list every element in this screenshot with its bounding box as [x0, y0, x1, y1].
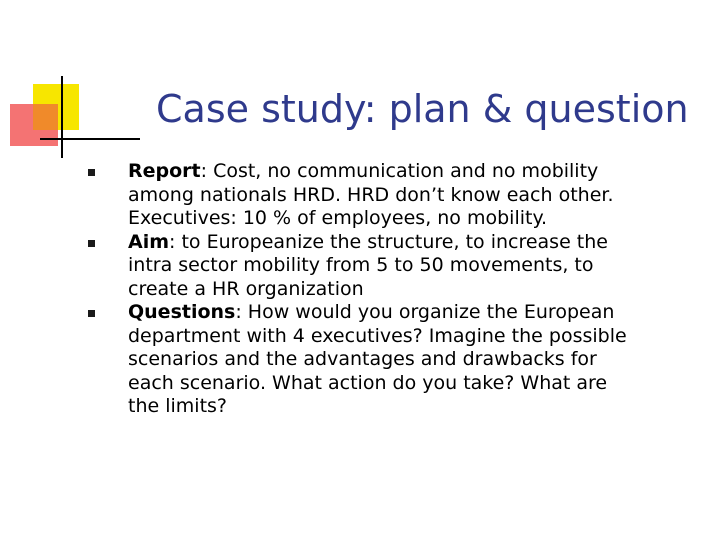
slide-title: Case study: plan & question — [156, 87, 689, 131]
bullet-line: department with 4 executives? Imagine the possible — [128, 324, 627, 347]
bullet-term: Questions — [128, 301, 236, 323]
bullet-text: : to Europeanize the structure, to increase the — [169, 230, 608, 253]
bullet-text: : Cost, no communication and no mobility — [200, 160, 599, 182]
bullet-line: each scenario. What action do you take? What are — [128, 371, 608, 394]
bullet-text: : How would you organize the European — [235, 301, 615, 323]
bullet-line — [128, 301, 708, 325]
bullet-term: Aim — [128, 230, 170, 253]
bullet-line — [128, 231, 708, 255]
bullet-item-report — [88, 160, 708, 231]
square-bullet-icon — [88, 310, 95, 317]
bullet-line: the limits? — [128, 395, 227, 417]
bullet-line: create a HR organization — [128, 277, 364, 300]
bullet-line: scenarios and the advantages and drawbacks for — [128, 348, 597, 370]
square-bullet-icon — [88, 240, 95, 247]
bullet-line — [128, 160, 708, 184]
bullet-line: intra sector mobility from 5 to 50 movements, to — [128, 254, 594, 276]
square-bullet-icon — [88, 169, 95, 176]
title-decoration — [0, 0, 140, 170]
bullet-list — [88, 160, 708, 419]
bullet-term: Report — [128, 160, 201, 182]
bullet-line: Executives: 10 % of employees, no mobility. — [128, 207, 548, 229]
deco-overlap-block — [33, 104, 58, 130]
bullet-line: among nationals HRD. HRD don’t know each other. — [128, 183, 614, 206]
bullet-item-aim — [88, 231, 708, 302]
bullet-item-questions — [88, 301, 708, 419]
